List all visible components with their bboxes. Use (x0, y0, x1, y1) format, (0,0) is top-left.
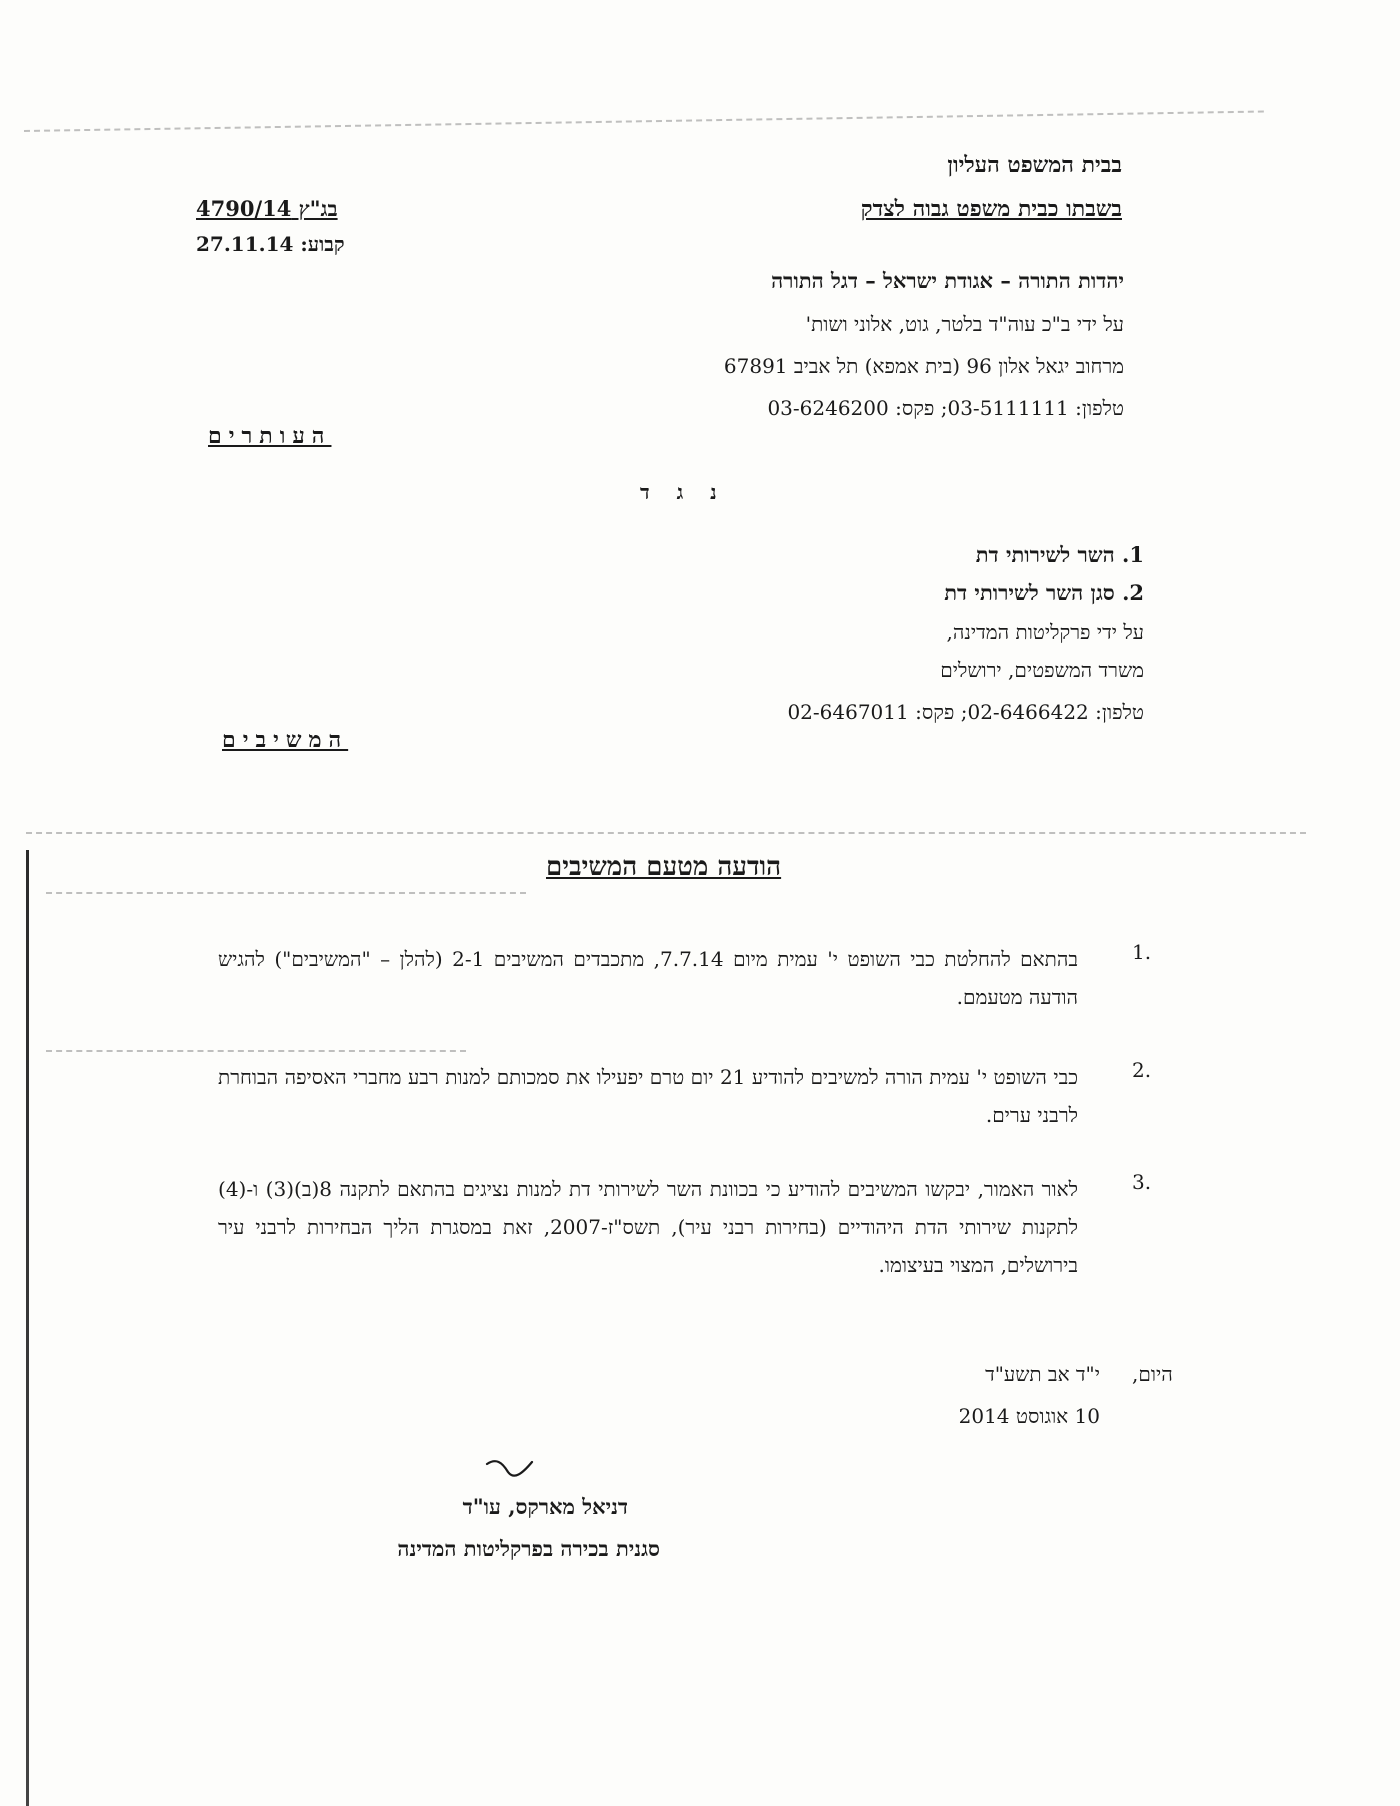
signer-name: דניאל מארקס, עו"ד (462, 1494, 628, 1519)
versus-label: נ ג ד (640, 480, 727, 504)
hearing-date: קבוע: 27.11.14 (196, 232, 345, 256)
hebrew-date: י"ד אב תשע"ד (985, 1362, 1100, 1386)
court-capacity: בשבתו כבית משפט גבוה לצדק (860, 196, 1122, 222)
respondent-counsel: על ידי פרקליטות המדינה, (946, 620, 1144, 644)
respondent-2: 2. סגן השר לשירותי דת (944, 580, 1144, 605)
gregorian-date: 10 אוגוסט 2014 (958, 1404, 1100, 1428)
petitioner-name: יהדות התורה – אגודת ישראל – דגל התורה (771, 268, 1124, 293)
petitioner-phone: טלפון: 03-5111111; פקס: 03-6246200 (767, 396, 1124, 420)
signature-mark (484, 1456, 536, 1482)
scan-edge (26, 850, 29, 1806)
paragraph-number: 3. (1132, 1170, 1152, 1194)
paragraph-2: כבי השופט י' עמית הורה למשיבים להודיע 21 יום טרם יפעילו את סמכותם למנות רבע מחברי האסיפה הבוחרת לרבני ערים. (218, 1065, 1078, 1127)
scan-line-lower (46, 1050, 466, 1052)
scan-line-middle-2 (46, 892, 526, 894)
petitioner-address: מרחוב יגאל אלון 96 (בית אמפא) תל אביב 67891 (723, 354, 1124, 378)
respondent-1: 1. השר לשירותי דת (975, 542, 1144, 567)
respondent-office: משרד המשפטים, ירושלים (940, 658, 1144, 682)
date-label: היום, (1132, 1362, 1173, 1386)
document-title: הודעה מטעם המשיבים (546, 852, 782, 882)
paragraph-3: לאור האמור, יבקשו המשיבים להודיע כי בכוונת השר לשירותי דת למנות נציגים בהתאם לתקנה 8(ב)(3) ו-(4) לתקנות שירותי הדת היהודיים (בחירות רבני עיר), תשס"ז-2007, זאת במסגרת הליך הבחירות לרבני עיר בירושלים, המצוי בעיצומו. (218, 1177, 1079, 1277)
petitioner-counsel: על ידי ב"כ עוה"ד בלטר, גוט, אלוני ושות' (805, 312, 1124, 336)
respondent-phone: טלפון: 02-6466422; פקס: 02-6467011 (787, 700, 1144, 724)
petitioners-label: העותרים (208, 423, 332, 449)
case-number: בג"ץ 4790/14 (196, 196, 338, 221)
respondents-label: המשיבים (222, 727, 349, 753)
paragraph-number: 2. (1132, 1058, 1152, 1082)
paragraph-1: בהתאם להחלטת כבי השופט י' עמית מיום 7.7.14, מתכבדים המשיבים 2-1 (להלן – "המשיבים") להגיש הודעה מטעמם. (218, 947, 1078, 1009)
court-name: בבית המשפט העליון (947, 152, 1122, 178)
paragraph-number: 1. (1132, 940, 1152, 964)
signer-title: סגנית בכירה בפרקליטות המדינה (397, 1536, 660, 1561)
scan-line-top (24, 111, 1264, 132)
scan-line-middle (26, 832, 1306, 834)
